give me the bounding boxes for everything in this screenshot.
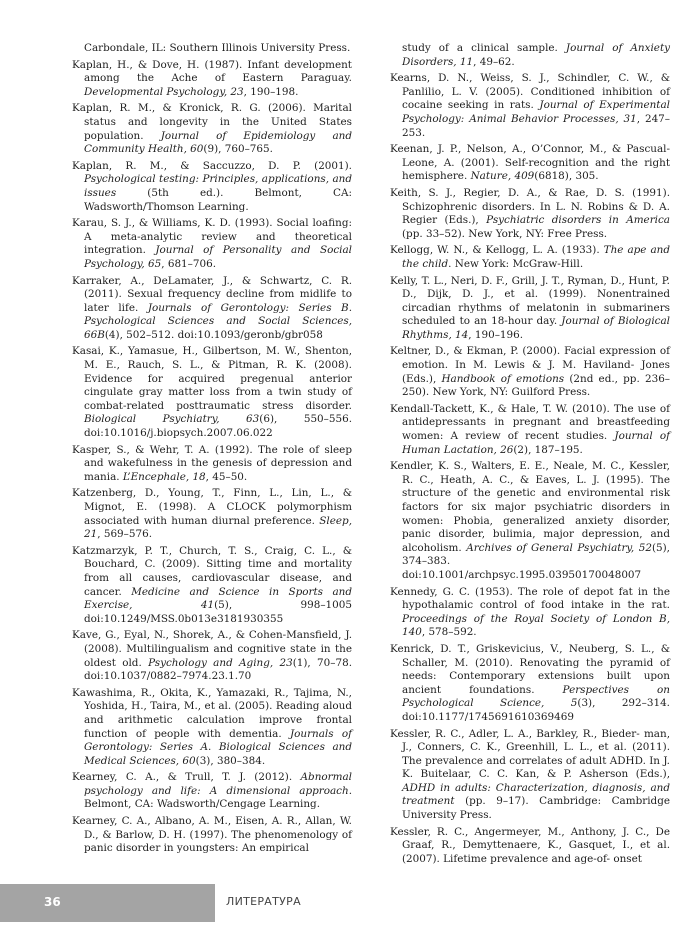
- reference-entry: [390, 42, 670, 69]
- reference-source: Biological Psychiatry, 63: [84, 413, 260, 426]
- reference-text: Kasper, S., & Wehr, T. A. (1992). The role of sleep and wakefulness in the genesis of depression and mania.: [72, 443, 352, 483]
- reference-text: Kendler, K. S., Walters, E. E., Neale, M. C., Kessler, R. C., Heath, A. C., & Eaves, L. J. (1995). The structure of the genetic and environmental risk factors for six major psychiatric disorders in women: Phobia, generalized anxiety disorder, panic disorder, bulimia, major depression, and alcoholism.: [390, 460, 670, 554]
- reference-entry: [390, 345, 670, 399]
- reference-entry: [72, 629, 352, 683]
- reference-source: The ape and the child: [402, 244, 670, 270]
- reference-entry: [390, 187, 670, 241]
- reference-text: , 45–50.: [205, 470, 248, 483]
- reference-entry: [72, 102, 352, 156]
- reference-text: Kennedy, G. C. (1953). The role of depot fat in the hypothalamic control of food intake in the rat.: [390, 585, 670, 612]
- reference-source: Developmental Psychology, 23: [84, 85, 244, 98]
- reference-text: (2nd ed., pp. 236–250). New York, NY: Guilford Press.: [402, 372, 671, 399]
- reference-text: Kelly, T. L., Neri, D. F., Grill, J. T., Ryman, D., Hunt, P. D., Dijk, D. J., et al. (1999). Nonentrained circadian rhythms of melatonin in submariners scheduled to an 18-hour day.: [390, 274, 670, 328]
- reference-entry: [72, 160, 352, 214]
- reference-source: Sleep, 21: [84, 514, 352, 541]
- reference-text: (6818), 305.: [534, 170, 599, 183]
- reference-entry: [390, 586, 670, 640]
- reference-text: (3), 380–384.: [195, 754, 266, 767]
- reference-text: (2), 187–195.: [513, 443, 583, 456]
- reference-entry: [72, 687, 352, 769]
- reference-text: (5), 998–1005 doi:10.1249/MSS.0b013e3181930355: [84, 599, 352, 625]
- page-number: 36: [44, 895, 61, 909]
- reference-text: Kendall-Tackett, K., & Hale, T. W. (2010). The use of antidepressants in pregnant and breastfeeding women: A review of recent studies.: [390, 402, 670, 443]
- reference-source: Medicine and Science in Sports and Exercise, 41: [84, 585, 352, 612]
- references-column-left: [72, 42, 352, 859]
- reference-entry: [72, 275, 352, 343]
- reference-entry: [390, 143, 670, 184]
- reference-text: (5th ed.). Belmont, CA: Wadsworth/Thomson Learning.: [84, 186, 352, 213]
- reference-text: (6), 550–556. doi:10.1016/j.biopsych.2007.06.022: [84, 413, 352, 440]
- reference-entry: [390, 275, 670, 343]
- reference-source: Journals of Gerontology: Series A. Biological Sciences and Medical Sciences, 60: [84, 727, 352, 767]
- reference-entry: [390, 643, 670, 725]
- reference-entry: [390, 826, 670, 867]
- reference-entry: [72, 771, 352, 812]
- reference-text: (4), 502–512. doi:10.1093/geronb/gbr058: [104, 328, 323, 341]
- reference-text: , 578–592.: [421, 626, 477, 639]
- section-label: ЛИТЕРАТУРА: [226, 895, 301, 908]
- reference-text: Keltner, D., & Ekman, P. (2000). Facial expression of emotion. In M. Lewis & J. M. Haviland- Jones (Eds.),: [390, 345, 670, 385]
- reference-text: Kessler, R. C., Angermeyer, M., Anthony, J. C., De Graaf, R., Demyttenaere, K., Gasquet, I., et al. (2007). Lifetime prevalence and age-of- onset: [390, 825, 670, 865]
- reference-text: Kaplan, H., & Dove, H. (1987). Infant development among the Ache of Eastern Paraguay.: [72, 58, 352, 85]
- reference-source: Psychological testing: Principles, applications, and issues: [84, 173, 352, 199]
- reference-text: Karau, S. J., & Williams, K. D. (1993). Social loafing: A meta-analytic review and theoretical integration.: [72, 217, 352, 257]
- reference-text: Katzmarzyk, P. T., Church, T. S., Craig, C. L., & Bouchard, C. (2009). Sitting time and mortality from all causes, cardiovascular disease, and cancer.: [72, 544, 352, 598]
- reference-text: , 49–62.: [473, 55, 515, 68]
- reference-source: Journal of Experimental Psychology: Animal Behavior Processes, 31: [402, 99, 671, 125]
- reference-source: Journal of Anxiety Disorders, 11: [402, 42, 670, 68]
- reference-source: Archives of General Psychiatry, 52: [466, 541, 652, 554]
- reference-text: , 247–253.: [402, 112, 670, 139]
- reference-text: Carbondale, IL: Southern Illinois University Press.: [84, 42, 351, 54]
- reference-source: Nature, 409: [470, 170, 535, 183]
- reference-text: study of a clinical sample.: [402, 42, 566, 54]
- reference-text: (3), 292–314. doi:10.1177/1745691610369469: [402, 697, 670, 723]
- reference-source: Journal of Epidemiology and Community Health, 60: [84, 129, 352, 156]
- reference-text: Kearney, C. A., & Trull, T. J. (2012).: [72, 771, 301, 784]
- reference-text: Kearney, C. A., Albano, A. M., Eisen, A. R., Allan, W. D., & Barlow, D. H. (1997). The phenomenology of panic disorder in youngsters: An empirical: [72, 815, 352, 855]
- reference-entry: [390, 403, 670, 457]
- reference-source: L’Encephale, 18: [122, 470, 206, 483]
- reference-source: Journals of Gerontology: Series B. Psychological Sciences and Social Sciences, 66B: [84, 301, 352, 341]
- reference-source: Journal of Biological Rhythms, 14: [402, 315, 670, 341]
- reference-entry: [72, 487, 352, 541]
- reference-source: Psychology and Aging, 23: [148, 656, 293, 669]
- reference-entry: [390, 72, 670, 140]
- reference-source: Abnormal psychology and life: A dimensional approach: [84, 771, 352, 797]
- reference-text: . Belmont, CA: Wadsworth/Cengage Learning.: [84, 784, 352, 811]
- reference-source: Psychiatric disorders in America: [486, 214, 671, 227]
- reference-text: Kenrick, D. T., Griskevicius, V., Neuberg, S. L., & Schaller, M. (2010). Renovating the pyramid of needs: Contemporary extensions built upon ancient foundations.: [390, 642, 670, 696]
- reference-text: , 569–576.: [97, 528, 153, 541]
- reference-text: Kessler, R. C., Adler, L. A., Barkley, R., Bieder- man, J., Conners, C. K., Greenhill, L. L., et al. (2011). The prevalence and correlates of adult ADHD. In J. K. Buitelaar, C. C. Kan, & P. Asherson (Eds.),: [390, 727, 670, 781]
- reference-text: Kaplan, R. M., & Kronick, R. G. (2006). Marital status and longevity in the United States population.: [72, 102, 352, 142]
- reference-text: (5), 374–383. doi:10.1001/archpsyc.1995.03950170048007: [402, 541, 670, 581]
- reference-source: Handbook of emotions: [441, 372, 565, 385]
- reference-text: Keith, S. J., Regier, D. A., & Rae, D. S. (1991). Schizophrenic disorders. In L. N. Robins & D. A. Regier (Eds.),: [390, 186, 670, 227]
- reference-text: (9), 760–765.: [203, 143, 273, 156]
- reference-entry: [72, 545, 352, 627]
- reference-entry: [72, 444, 352, 485]
- reference-text: (pp. 9–17). Cambridge: Cambridge University Press.: [402, 795, 670, 822]
- reference-entry: [72, 42, 352, 56]
- reference-text: , 681–706.: [161, 257, 217, 270]
- reference-entry: [72, 815, 352, 856]
- reference-entry: [390, 460, 670, 582]
- reference-text: Kave, G., Eyal, N., Shorek, A., & Cohen-Mansfield, J. (2008). Multilingualism and cognitive state in the oldest old.: [72, 629, 352, 669]
- reference-entry: [72, 59, 352, 100]
- reference-source: ADHD in adults: Characterization, diagnosis, and treatment: [402, 781, 670, 808]
- reference-text: . New York: McGraw-Hill.: [448, 257, 584, 270]
- reference-text: Katzenberg, D., Young, T., Finn, L., Lin, L., & Mignot, E. (1998). A CLOCK polymorphism associated with human diurnal preference.: [72, 487, 352, 527]
- reference-entry: [390, 244, 670, 271]
- reference-text: Keenan, J. P., Nelson, A., O’Connor, M., & Pascual-Leone, A. (2001). Self-recognition and the right hemisphere.: [390, 143, 670, 183]
- reference-text: Karraker, A., DeLamater, J., & Schwartz, C. R. (2011). Sexual frequency decline from midlife to later life.: [72, 274, 352, 314]
- reference-text: Kasai, K., Yamasue, H., Gilbertson, M. W., Shenton, M. E., Rauch, S. L., & Pitman, R. K. (2008). Evidence for acquired pregenual anterior cingulate gray matter loss from a twin study of combat-related posttraumatic stress disorder.: [72, 345, 352, 412]
- reference-entry: [72, 217, 352, 271]
- reference-text: , 190–196.: [468, 328, 524, 341]
- reference-text: Kellogg, W. N., & Kellogg, L. A. (1933).: [390, 244, 604, 257]
- reference-text: , 190–198.: [243, 85, 299, 98]
- reference-text: (1), 70–78. doi:10.1037/0882–7974.23.1.70: [84, 656, 353, 683]
- reference-source: Proceedings of the Royal Society of London B, 140: [402, 612, 670, 639]
- reference-text: (pp. 33–52). New York, NY: Free Press.: [402, 227, 608, 240]
- reference-text: Kawashima, R., Okita, K., Yamazaki, R., Tajima, N., Yoshida, H., Taira, M., et al. (2005). Reading aloud and arithmetic calculation improve frontal function of people with dementia.: [72, 686, 352, 740]
- reference-source: Journal of Human Lactation, 26: [402, 430, 670, 456]
- reference-entry: [72, 345, 352, 440]
- reference-entry: [390, 728, 670, 823]
- page-number-box: [0, 884, 215, 922]
- reference-source: Journal of Personality and Social Psychology, 65: [84, 244, 352, 270]
- references-column-right: [390, 42, 670, 869]
- reference-source: Perspectives on Psychological Science, 5: [402, 683, 670, 710]
- bottom-margin: [0, 922, 700, 944]
- reference-text: Kearns, D. N., Weiss, S. J., Schindler, C. W., & Panlilio, L. V. (2005). Conditioned inhibition of cocaine seeking in rats.: [390, 72, 670, 112]
- reference-text: Kaplan, R. M., & Saccuzzo, D. P. (2001).: [72, 159, 352, 172]
